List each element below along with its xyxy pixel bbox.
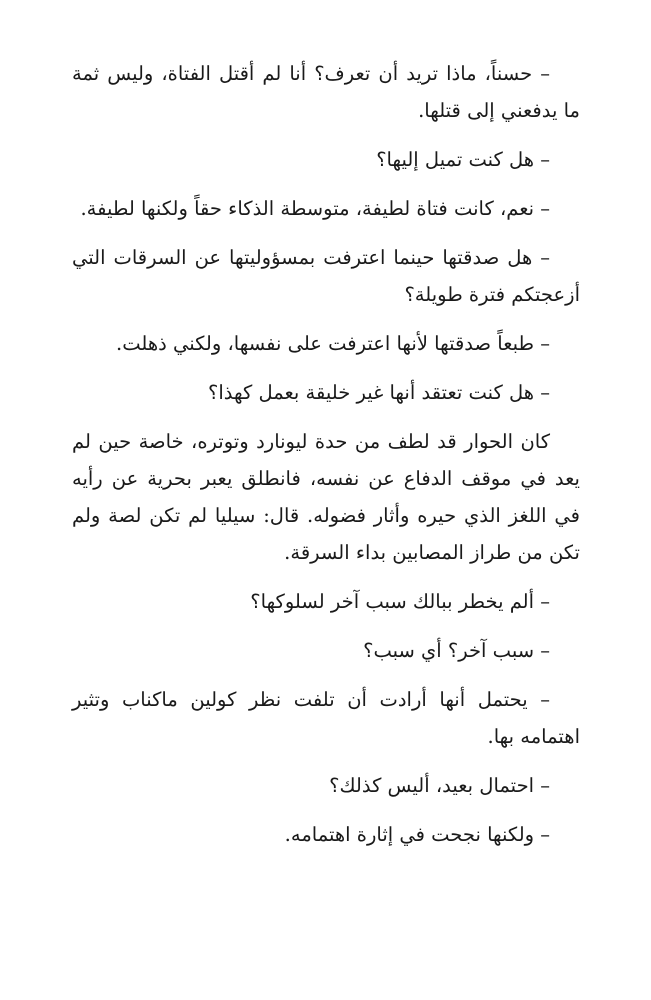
dialogue-paragraph: – نعم، كانت فتاة لطيفة، متوسطة الذكاء حقاً ولكنها لطيفة. — [80, 197, 550, 220]
dialogue-paragraph: – هل كنت تعتقد أنها غير خليقة بعمل كهذا؟ — [207, 381, 550, 404]
dialogue-paragraph: – احتمال بعيد، أليس كذلك؟ — [329, 774, 550, 797]
dialogue-paragraph: – ولكنها نجحت في إثارة اهتمامه. — [284, 823, 550, 846]
narrative-paragraph: كان الحوار قد لطف من حدة ليونارد وتوتره، خاصة حين لم يعد في موقف الدفاع عن نفسه، فانطلق يعبر بحرية عن رأيه في اللغز الذي حيره وأثار فضوله. قال: سيليا لم تكن لصة ولم تكن من طراز المصابين بداء السرقة. — [72, 430, 580, 564]
dialogue-paragraph: – سبب آخر؟ أي سبب؟ — [363, 639, 550, 662]
dialogue-paragraph: – حسناً، ماذا تريد أن تعرف؟ أنا لم أقتل الفتاة، وليس ثمة ما يدفعني إلى قتلها. — [72, 62, 580, 122]
dialogue-paragraph: – هل صدقتها حينما اعترفت بمسؤوليتها عن السرقات التي أزعجتكم فترة طويلة؟ — [72, 246, 580, 306]
book-page — [72, 55, 580, 865]
dialogue-paragraph: – ألم يخطر ببالك سبب آخر لسلوكها؟ — [250, 590, 550, 613]
dialogue-paragraph: – يحتمل أنها أرادت أن تلفت نظر كولين ماكناب وتثير اهتمامه بها. — [72, 688, 580, 748]
dialogue-paragraph: – طبعاً صدقتها لأنها اعترفت على نفسها، ولكني ذهلت. — [116, 332, 550, 355]
dialogue-paragraph: – هل كنت تميل إليها؟ — [376, 148, 550, 171]
